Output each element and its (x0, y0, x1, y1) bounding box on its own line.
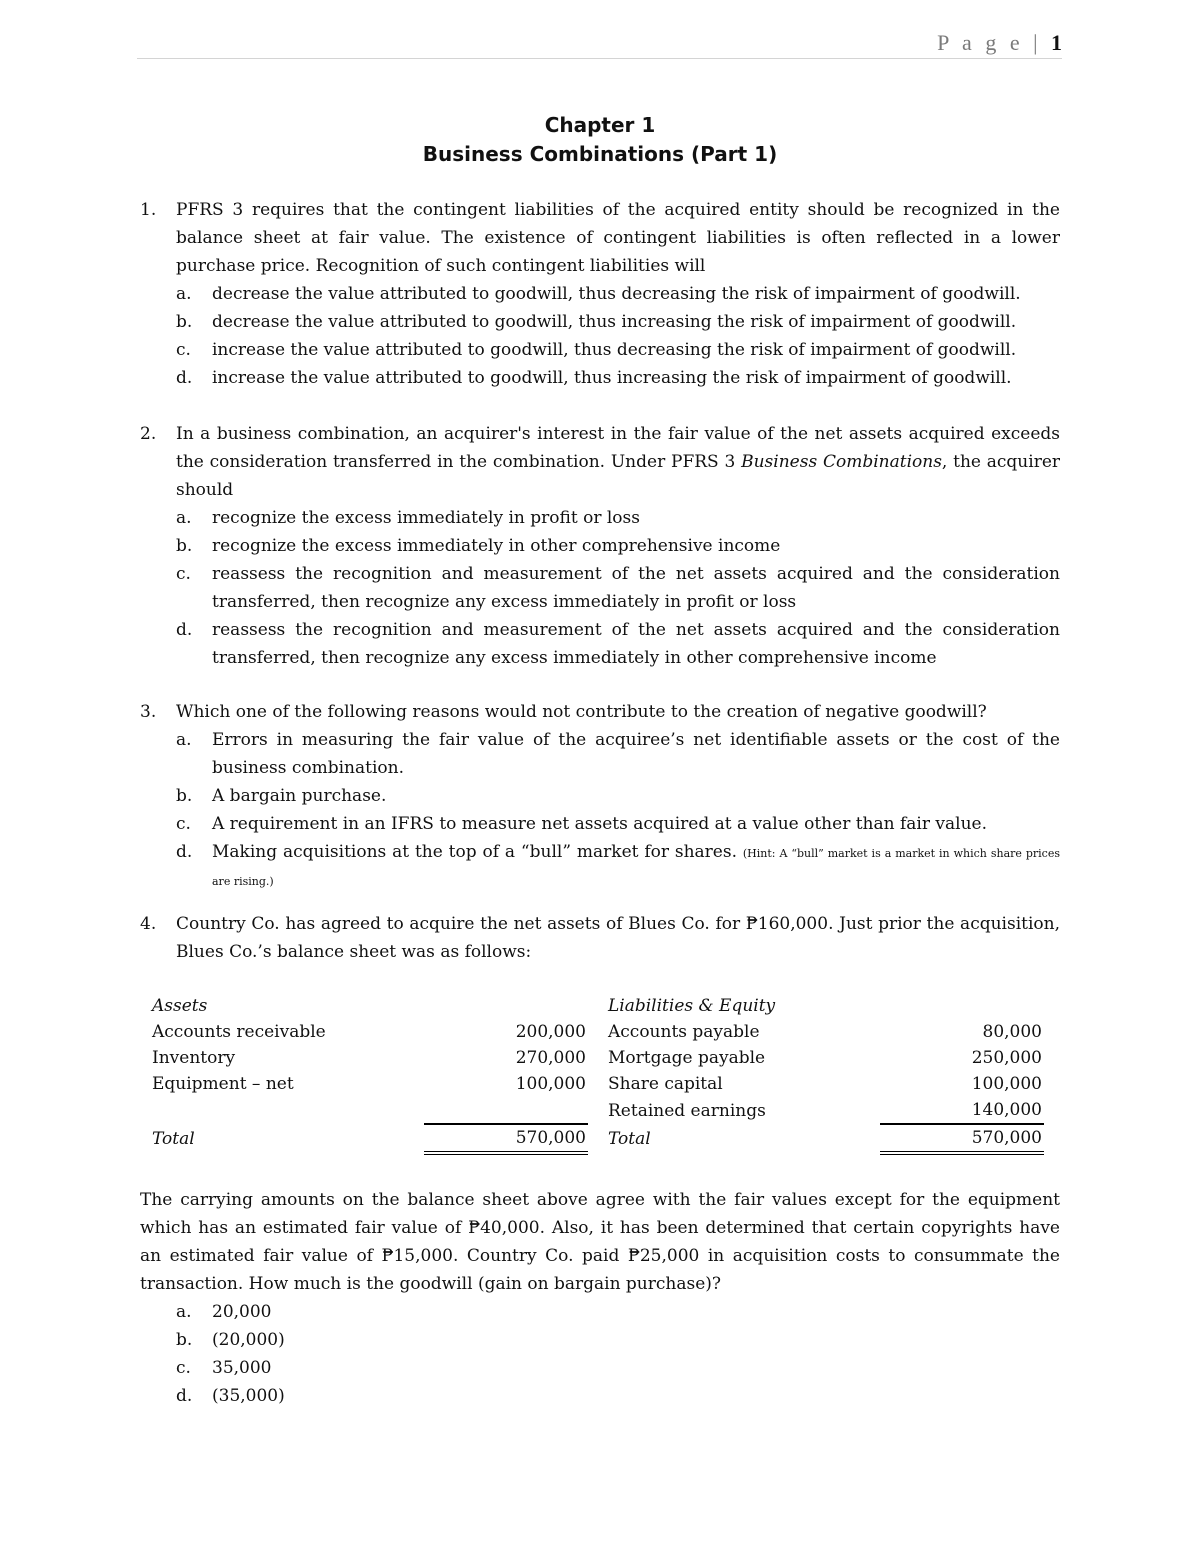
option-text: reassess the recognition and measurement of the net assets acquired and the consideration transferred, then recognize any excess immediately in profit or loss (212, 564, 1060, 612)
page-number-value: 1 (1051, 30, 1062, 55)
option-b (176, 532, 1060, 560)
option-a (176, 1298, 1060, 1326)
liability-label: Retained earnings (608, 1100, 766, 1121)
page-label: P a g e | (937, 30, 1042, 55)
empty-cell (424, 993, 588, 1019)
question-2 (140, 420, 1060, 672)
option-a (176, 280, 1060, 308)
option-c (176, 336, 1060, 364)
option-text: decrease the value attributed to goodwill, thus increasing the risk of impairment of goodwill. (212, 312, 1017, 332)
liability-label: Mortgage payable (608, 1048, 766, 1068)
total-row (150, 1124, 1044, 1153)
asset-amount: 100,000 (515, 1074, 586, 1094)
empty-cell (588, 1045, 606, 1071)
total-liabilities: 570,000 (880, 1124, 1044, 1153)
balance-sheet-table (150, 993, 1044, 1155)
question-stem: Country Co. has agreed to acquire the net assets of Blues Co. for ₱160,000. Just prior the acquisition, Blues Co.’s balance sheet was as follows: (176, 914, 1060, 962)
empty-cell (588, 1019, 606, 1045)
question-stem: PFRS 3 requires that the contingent liabilities of the acquired entity should be recognized in the balance sheet at fair value. The existence of contingent liabilities is often reflected in a lower purchase price. Recognition of such contingent liabilities will (176, 200, 1060, 276)
option-letter: b. (176, 1330, 193, 1350)
option-letter: d. (176, 368, 193, 388)
option-letter: b. (176, 312, 193, 332)
question-stem: Which one of the following reasons would not contribute to the creation of negative goodwill? (176, 702, 987, 722)
option-letter: b. (176, 536, 193, 556)
table-row (150, 1045, 1044, 1071)
asset-label: Equipment – net (152, 1074, 294, 1094)
option-text: Errors in measuring the fair value of the acquiree’s net identifiable assets or the cost of the business combination. (212, 730, 1060, 778)
option-text: A bargain purchase. (212, 786, 387, 806)
asset-label: Inventory (152, 1048, 236, 1068)
table-row (150, 1097, 1044, 1124)
option-a (176, 726, 1060, 782)
stem-text: In a business combination, an acquirer's interest in the fair value of the net assets acquired exceeds the consideration transferred in the combination. Under PFRS 3 (176, 424, 1060, 472)
empty-cell (588, 1097, 606, 1124)
question-number: 2. (140, 424, 157, 444)
option-letter: d. (176, 1386, 193, 1406)
table-header-row (150, 993, 1044, 1019)
option-letter: d. (176, 842, 193, 862)
option-letter: a. (176, 1302, 192, 1322)
option-letter: d. (176, 620, 193, 640)
asset-amount: 270,000 (515, 1048, 586, 1068)
option-c (176, 1354, 1060, 1382)
liabilities-header: Liabilities & Equity (608, 996, 776, 1016)
option-text: reassess the recognition and measurement of the net assets acquired and the consideration transferred, then recognize any excess immediately in other comprehensive income (212, 620, 1060, 668)
option-text: 35,000 (212, 1358, 272, 1378)
empty-cell (588, 993, 606, 1019)
assets-header: Assets (152, 996, 208, 1016)
option-c (176, 810, 1060, 838)
asset-amount (424, 1097, 588, 1124)
table-row (150, 1019, 1044, 1045)
option-hint: (Hint: A “bull” market is a market in which share prices are rising.) (212, 847, 1060, 888)
liability-amount: 250,000 (971, 1048, 1042, 1068)
liability-label: Share capital (608, 1074, 723, 1094)
option-text: increase the value attributed to goodwill, thus increasing the risk of impairment of goodwill. (212, 368, 1012, 388)
option-b (176, 308, 1060, 336)
empty-cell (880, 993, 1044, 1019)
standard-title: Business Combinations (741, 452, 942, 472)
liability-amount: 80,000 (982, 1022, 1042, 1042)
option-letter: c. (176, 814, 191, 834)
option-letter: b. (176, 786, 193, 806)
table-row (150, 1071, 1044, 1097)
stem-text: , the acquirer should (176, 452, 1061, 500)
question-3 (140, 698, 1060, 894)
empty-cell (588, 1071, 606, 1097)
question-4 (140, 910, 1060, 966)
option-text: Making acquisitions at the top of a “bull” market for shares. (212, 842, 743, 862)
option-c (176, 560, 1060, 616)
option-d (176, 364, 1060, 392)
option-a (176, 504, 1060, 532)
option-letter: a. (176, 730, 192, 750)
chapter-subtitle: Business Combinations (Part 1) (422, 142, 778, 166)
option-b (176, 1326, 1060, 1354)
option-d (176, 1382, 1060, 1410)
option-text: (35,000) (212, 1386, 285, 1406)
asset-label (150, 1097, 424, 1124)
total-label: Total (608, 1128, 651, 1149)
option-letter: c. (176, 1358, 191, 1378)
option-d (176, 616, 1060, 672)
total-label: Total (152, 1128, 195, 1149)
liability-amount: 140,000 (880, 1097, 1044, 1124)
option-b (176, 782, 1060, 810)
question-number: 4. (140, 914, 157, 934)
question-1 (140, 196, 1060, 392)
followup-text: The carrying amounts on the balance sheet above agree with the fair values except for the equipment which has an estimated fair value of ₱40,000. Also, it has been determined that certain copyrights have an estimated fair value of ₱15,000. Country Co. paid ₱25,000 in acquisition costs to consummate the transaction. How much is the goodwill (gain on bargain purchase)? (140, 1190, 1060, 1294)
option-letter: a. (176, 284, 192, 304)
empty-cell (588, 1124, 606, 1153)
question-stem (176, 420, 1060, 504)
asset-label: Accounts receivable (152, 1022, 326, 1042)
option-text: decrease the value attributed to goodwill, thus decreasing the risk of impairment of goodwill. (212, 284, 1021, 304)
option-text: recognize the excess immediately in other comprehensive income (212, 536, 781, 556)
option-text: A requirement in an IFRS to measure net assets acquired at a value other than fair value. (212, 814, 987, 834)
option-letter: a. (176, 508, 192, 528)
option-letter: c. (176, 340, 191, 360)
page-header (137, 30, 1062, 59)
option-text: increase the value attributed to goodwill, thus decreasing the risk of impairment of goodwill. (212, 340, 1017, 360)
question-4-followup (140, 1186, 1060, 1410)
question-number: 3. (140, 702, 157, 722)
question-number: 1. (140, 200, 157, 220)
chapter-title: Chapter 1 (544, 113, 656, 137)
total-assets: 570,000 (424, 1124, 588, 1153)
option-text: 20,000 (212, 1302, 272, 1322)
option-text: recognize the excess immediately in profit or loss (212, 508, 640, 528)
option-text: (20,000) (212, 1330, 285, 1350)
asset-amount: 200,000 (515, 1022, 586, 1042)
page-number (937, 30, 1062, 56)
option-letter: c. (176, 564, 191, 584)
liability-amount: 100,000 (971, 1074, 1042, 1094)
option-d (176, 838, 1060, 894)
liability-label: Accounts payable (608, 1022, 760, 1042)
